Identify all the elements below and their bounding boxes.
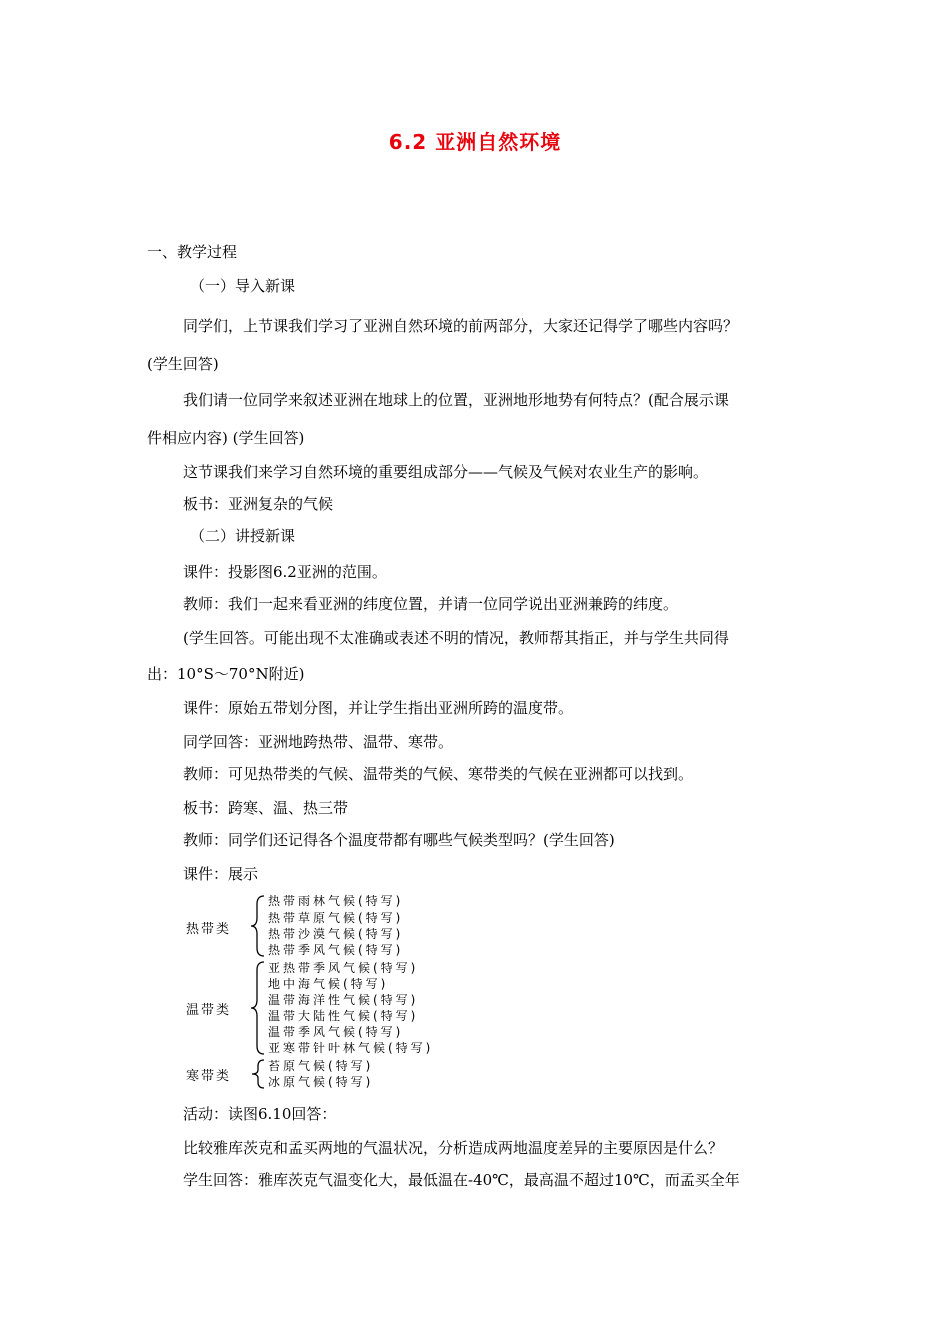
- paragraph-line: 比较雅库茨克和孟买两地的气温状况，分析造成两地温度差异的主要原因是什么？: [183, 1139, 724, 1157]
- paragraph-line: 活动：读图6.10回答：: [183, 1105, 337, 1123]
- paragraph-line: 学生回答：雅库茨克气温变化大，最低温在-40℃，最高温不超过10℃，而孟买全年: [183, 1171, 740, 1189]
- paragraph-line: (学生回答。可能出现不太准确或表述不明的情况，教师帮其指正，并与学生共同得: [183, 629, 729, 647]
- subsection-heading: （一）导入新课: [190, 277, 296, 295]
- climate-item: 热带季风气候(特写): [268, 943, 404, 957]
- climate-item: 亚寒带针叶林气候(特写): [268, 1041, 434, 1055]
- paragraph-line: (学生回答): [147, 355, 219, 373]
- climate-item: 热带草原气候(特写): [268, 911, 404, 925]
- section-heading: 一、教学过程: [147, 243, 238, 261]
- climate-item: 温带大陆性气候(特写): [268, 1009, 419, 1023]
- climate-item: 苔原气候(特写): [268, 1059, 374, 1073]
- blackboard-line: 板书：跨寒、温、热三带: [183, 799, 349, 817]
- climate-item: 热带沙漠气候(特写): [268, 927, 404, 941]
- paragraph-line: 课件：投影图6.2亚洲的范围。: [183, 563, 387, 581]
- paragraph-line: 教师：我们一起来看亚洲的纬度位置，并请一位同学说出亚洲兼跨的纬度。: [183, 595, 679, 613]
- blackboard-line: 板书：亚洲复杂的气候: [183, 495, 334, 513]
- category-label-frigid: 寒带类: [186, 1069, 232, 1084]
- climate-diagram: [186, 892, 516, 1092]
- paragraph-line: 同学回答：亚洲地跨热带、温带、寒带。: [183, 733, 454, 751]
- paragraph-line: 件相应内容) (学生回答): [147, 429, 305, 447]
- paragraph-line: 同学们，上节课我们学习了亚洲自然环境的前两部分，大家还记得学了哪些内容吗？: [183, 317, 739, 335]
- climate-item: 地中海气候(特写): [268, 977, 389, 991]
- paragraph-line: 教师：同学们还记得各个温度带都有哪些气候类型吗？(学生回答): [183, 831, 615, 849]
- paragraph-line: 课件：原始五带划分图，并让学生指出亚洲所跨的温度带。: [183, 699, 574, 717]
- climate-item: 温带海洋性气候(特写): [268, 993, 419, 1007]
- document-title: 6.2 亚洲自然环境: [388, 130, 562, 154]
- brace-icon: [250, 960, 266, 1056]
- climate-item: 亚热带季风气候(特写): [268, 961, 419, 975]
- brace-icon: [250, 1058, 266, 1090]
- paragraph-line: 出：10°S～70°N附近): [147, 665, 305, 683]
- subsection-heading: （二）讲授新课: [190, 527, 296, 545]
- climate-item: 冰原气候(特写): [268, 1075, 374, 1089]
- brace-icon: [250, 894, 266, 958]
- climate-item: 温带季风气候(特写): [268, 1025, 404, 1039]
- paragraph-line: 这节课我们来学习自然环境的重要组成部分——气候及气候对农业生产的影响。: [183, 463, 709, 481]
- category-label-tropical: 热带类: [186, 922, 232, 937]
- paragraph-line: 我们请一位同学来叙述亚洲在地球上的位置，亚洲地形地势有何特点？(配合展示课: [183, 391, 729, 409]
- paragraph-line: 教师：可见热带类的气候、温带类的气候、寒带类的气候在亚洲都可以找到。: [183, 765, 694, 783]
- category-label-temperate: 温带类: [186, 1003, 232, 1018]
- paragraph-line: 课件：展示: [183, 865, 259, 883]
- climate-item: 热带雨林气候(特写): [268, 894, 404, 908]
